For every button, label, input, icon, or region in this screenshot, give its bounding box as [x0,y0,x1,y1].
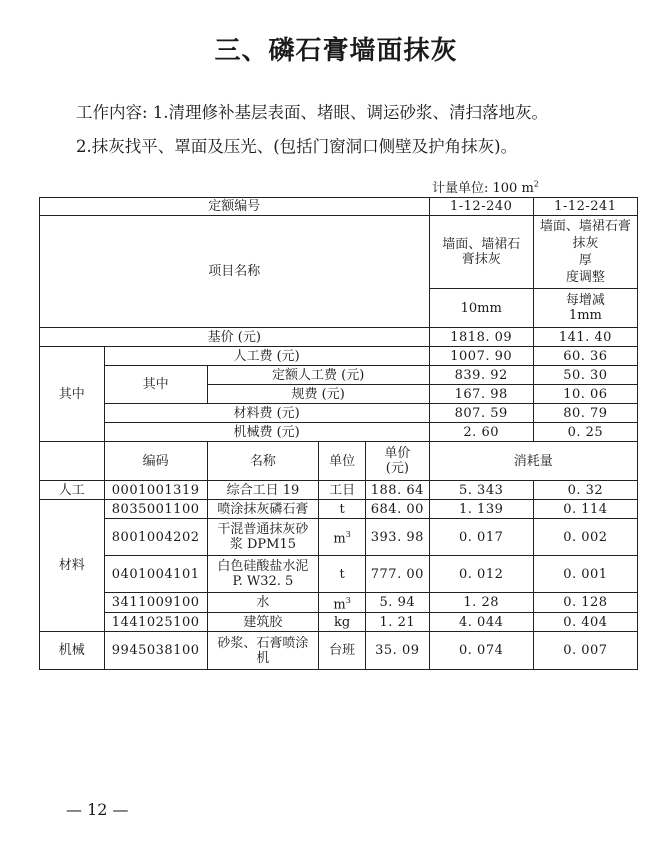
material-unit [319,593,366,613]
col1-item-name: 墙面、墙裙石膏抹灰 [429,216,533,289]
labor-group-label: 人工 [40,481,105,500]
material-c1: 1. 28 [429,593,533,613]
regulation-fee-col2: 10. 06 [533,385,637,404]
material-code: 8001004202 [104,519,207,556]
material-fee-label: 材料费 (元) [104,404,429,423]
labor-unit: 工日 [319,481,366,500]
machine-group-label: 机械 [40,632,105,670]
machine-c2: 0. 007 [533,632,637,670]
header-unit: 单位 [319,442,366,481]
quota-labor-col1: 839. 92 [429,366,533,385]
labor-price: 188. 64 [366,481,430,500]
material-price: 1. 21 [366,613,430,632]
material-code: 3411009100 [104,593,207,613]
base-price-label: 基价 (元) [40,328,430,347]
machine-fee-col1: 2. 60 [429,423,533,442]
material-price: 684. 00 [366,500,430,519]
machine-fee-col2: 0. 25 [533,423,637,442]
material-name: 白色硅酸盐水泥 P. W32. 5 [207,556,318,593]
col2-item-name-c: 度调整 [565,270,605,285]
col2-item-name-b: 厚 [578,253,592,268]
quota-labor-col2: 50. 30 [533,366,637,385]
machine-price: 35. 09 [366,632,430,670]
work-content-line-1: 工作内容: 1.清理修补基层表面、堵眼、调运砂浆、清扫落地灰。 [76,103,549,122]
quota-table [39,197,638,670]
material-unit-sup: 3 [345,596,351,605]
material-unit: kg [319,613,366,632]
measurement-unit-sup: 2 [533,179,539,189]
material-code: 1441025100 [104,613,207,632]
material-code: 8035001100 [104,500,207,519]
material-c1: 4. 044 [429,613,533,632]
col2-spec-a: 每增减 [565,293,605,308]
material-code: 0401004101 [104,556,207,593]
material-name: 干混普通抹灰砂浆 DPM15 [207,519,318,556]
machine-unit: 台班 [319,632,366,670]
material-unit: t [319,500,366,519]
quota-no-label: 定额编号 [40,198,430,216]
material-unit: t [319,556,366,593]
material-price: 393. 98 [366,519,430,556]
material-unit-text: m [333,531,346,547]
labor-c1: 5. 343 [429,481,533,500]
regulation-fee-col1: 167. 98 [429,385,533,404]
page-number: — 12 — [66,800,129,819]
material-c2: 0. 128 [533,593,637,613]
machine-fee-label: 机械费 (元) [104,423,429,442]
page-title: 三、磷石膏墙面抹灰 [214,36,458,66]
material-price: 5. 94 [366,593,430,613]
header-name: 名称 [207,442,318,481]
material-c1: 1. 139 [429,500,533,519]
col1-code: 1-12-240 [429,198,533,216]
material-fee-col2: 80. 79 [533,404,637,423]
qizhong-inner-label: 其中 [104,366,207,404]
machine-name: 砂浆、石膏喷涂机 [207,632,318,670]
col2-item-name-a: 墙面、墙裙石膏抹灰 [539,219,631,251]
labor-code: 0001001319 [104,481,207,500]
regulation-fee-label: 规费 (元) [207,385,429,404]
header-consumption: 消耗量 [429,442,637,481]
material-name: 喷涂抹灰磷石膏 [207,500,318,519]
measurement-unit [432,177,539,196]
material-group-label: 材料 [40,500,105,632]
material-unit-text: m [333,597,346,613]
col2-code: 1-12-241 [533,198,637,216]
labor-fee-col2: 60. 36 [533,347,637,366]
base-price-col2: 141. 40 [533,328,637,347]
col1-spec: 10mm [429,289,533,328]
header-price-b: (元) [385,461,409,476]
material-fee-col1: 807. 59 [429,404,533,423]
material-c2: 0. 114 [533,500,637,519]
material-price: 777. 00 [366,556,430,593]
item-name-label: 项目名称 [40,216,430,328]
material-c2: 0. 002 [533,519,637,556]
work-content-line-2: 2.抹灰找平、罩面及压光、(包括门窗洞口侧壁及护角抹灰)。 [76,137,518,156]
labor-name: 综合工日 19 [207,481,318,500]
machine-c1: 0. 074 [429,632,533,670]
material-c1: 0. 017 [429,519,533,556]
header-blank [40,442,105,481]
col2-spec [533,289,637,328]
labor-fee-col1: 1007. 90 [429,347,533,366]
header-price [366,442,430,481]
header-price-a: 单价 [384,446,411,461]
labor-c2: 0. 32 [533,481,637,500]
material-unit-sup: 3 [345,530,351,540]
col2-item-name [533,216,637,289]
base-price-col1: 1818. 09 [429,328,533,347]
header-code: 编码 [104,442,207,481]
material-unit [319,519,366,556]
material-c2: 0. 404 [533,613,637,632]
labor-fee-label: 人工费 (元) [104,347,429,366]
material-name: 建筑胶 [207,613,318,632]
quota-labor-label: 定额人工费 (元) [207,366,429,385]
col2-spec-b: 1mm [568,308,602,323]
material-c2: 0. 001 [533,556,637,593]
material-c1: 0. 012 [429,556,533,593]
material-name: 水 [207,593,318,613]
machine-code: 9945038100 [104,632,207,670]
qizhong-label: 其中 [40,347,105,442]
measurement-unit-label: 计量单位: 100 m [432,181,534,196]
